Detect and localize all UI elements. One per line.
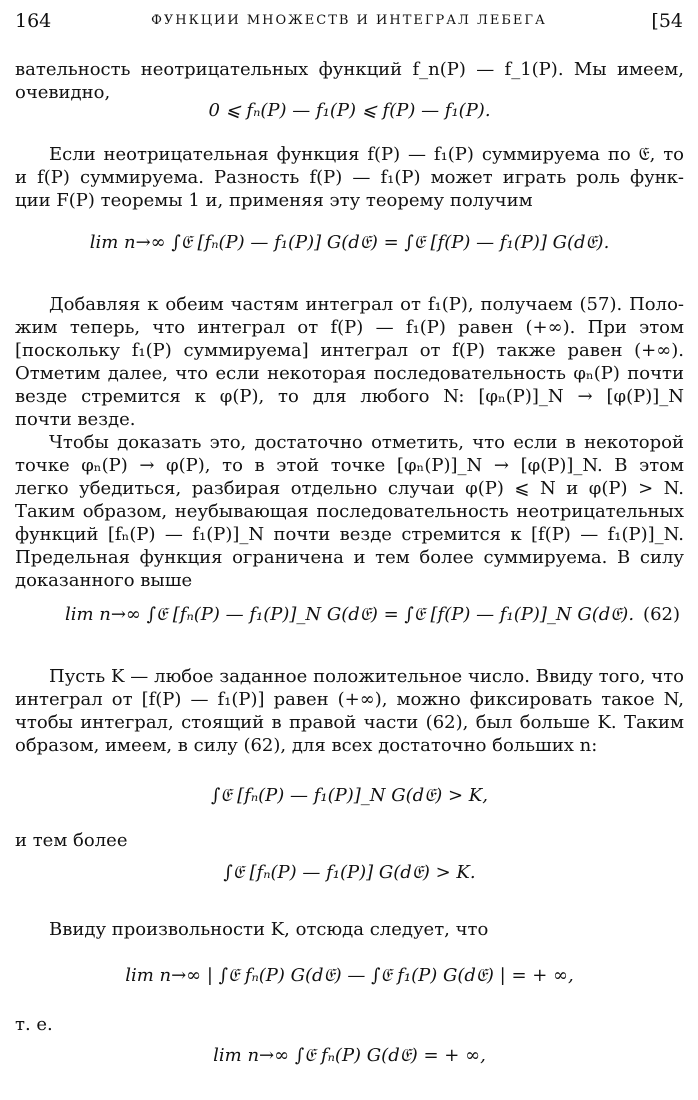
text-line: ции F(P) теоремы 1 и, применяя эту теорему получим xyxy=(15,190,533,211)
formula-text: lim n→∞ ∫𝔈 [fₙ(P) — f₁(P)] G(d𝔈) = ∫𝔈 [f(P) — f₁(P)] G(d𝔈). xyxy=(89,232,610,253)
text-line: образом, имеем, в силу (62), для всех достаточно больших n: xyxy=(15,735,598,756)
text-line: интеграл от [f(P) — f₁(P)] равен (+∞), можно фиксировать такое N, xyxy=(15,689,684,710)
page-header xyxy=(15,10,683,36)
display-formula xyxy=(15,604,684,625)
paragraph xyxy=(15,143,684,212)
text-line: везде стремится к φ(P), то для любого N: [φₙ(P)]_N → [φ(P)]_N xyxy=(15,386,684,407)
text-line: жим теперь, что интеграл от f(P) — f₁(P) равен (+∞). При этом xyxy=(15,317,684,338)
text-line: Предельная функция ограничена и тем более суммируема. В силу xyxy=(15,547,684,568)
display-formula xyxy=(15,965,684,986)
display-formula xyxy=(15,862,684,883)
formula-text: lim n→∞ | ∫𝔈 fₙ(P) G(d𝔈) — ∫𝔈 f₁(P) G(d𝔈) | = + ∞, xyxy=(125,965,574,986)
formula-text: ∫𝔈 [fₙ(P) — f₁(P)]_N G(d𝔈) > K, xyxy=(211,785,488,806)
text-line: очевидно, xyxy=(15,82,111,103)
paragraph xyxy=(15,293,684,431)
text-line: функций [fₙ(P) — f₁(P)]_N почти везде стремится к [f(P) — f₁(P)]_N. xyxy=(15,524,684,545)
display-formula xyxy=(15,232,684,253)
text-line: т. е. xyxy=(15,1014,53,1035)
text-line: точке φₙ(P) → φ(P), то в этой точке [φₙ(P)]_N → [φ(P)]_N. В этом xyxy=(15,455,684,476)
text-line: вательность неотрицательных функций f_n(P) — f_1(P). Мы имеем, xyxy=(15,59,684,80)
text-line: Отметим далее, что если некоторая последовательность φₙ(P) почти xyxy=(15,363,684,384)
formula-text: ∫𝔈 [fₙ(P) — f₁(P)] G(d𝔈) > K. xyxy=(223,862,476,883)
formula-text: lim n→∞ ∫𝔈 fₙ(P) G(d𝔈) = + ∞, xyxy=(213,1045,486,1066)
formula-text: 0 ⩽ fₙ(P) — f₁(P) ⩽ f(P) — f₁(P). xyxy=(208,100,491,121)
text-line: доказанного выше xyxy=(15,570,193,591)
text-line: Пусть K — любое заданное положительное число. Ввиду того, что xyxy=(49,666,684,687)
text-line: Добавляя к обеим частям интеграл от f₁(P), получаем (57). Поло- xyxy=(49,294,684,315)
text-line: почти везде. xyxy=(15,409,136,430)
paragraph xyxy=(15,665,684,757)
page-number: 164 xyxy=(15,10,52,32)
text-line: и тем более xyxy=(15,830,128,851)
running-title: ФУНКЦИИ МНОЖЕСТВ И ИНТЕГРАЛ ЛЕБЕГА xyxy=(151,13,547,28)
text-line: Ввиду произвольности K, отсюда следует, что xyxy=(49,919,489,940)
section-number: [54 xyxy=(651,10,683,32)
display-formula xyxy=(15,785,684,806)
text-line: [поскольку f₁(P) суммируема] интеграл от f(P) также равен (+∞). xyxy=(15,340,684,361)
text-line: легко убедиться, разбирая отдельно случаи φ(P) ⩽ N и φ(P) > N. xyxy=(15,478,684,499)
formula-text: lim n→∞ ∫𝔈 [fₙ(P) — f₁(P)]_N G(d𝔈) = ∫𝔈 [f(P) — f₁(P)]_N G(d𝔈). xyxy=(64,604,635,625)
text-line: Таким образом, неубывающая последовательность неотрицательных xyxy=(15,501,684,522)
text-line: и f(P) суммируема. Разность f(P) — f₁(P) может играть роль функ- xyxy=(15,167,684,188)
text-line: Если неотрицательная функция f(P) — f₁(P) суммируема по 𝔈, то xyxy=(49,144,684,165)
display-formula xyxy=(15,100,684,121)
paragraph xyxy=(15,431,684,592)
paragraph xyxy=(15,58,684,104)
display-formula xyxy=(15,1045,684,1066)
equation-number: (62) xyxy=(643,604,680,625)
text-line: чтобы интеграл, стоящий в правой части (62), был больше K. Таким xyxy=(15,712,684,733)
text-line: Чтобы доказать это, достаточно отметить, что если в некоторой xyxy=(49,432,684,453)
